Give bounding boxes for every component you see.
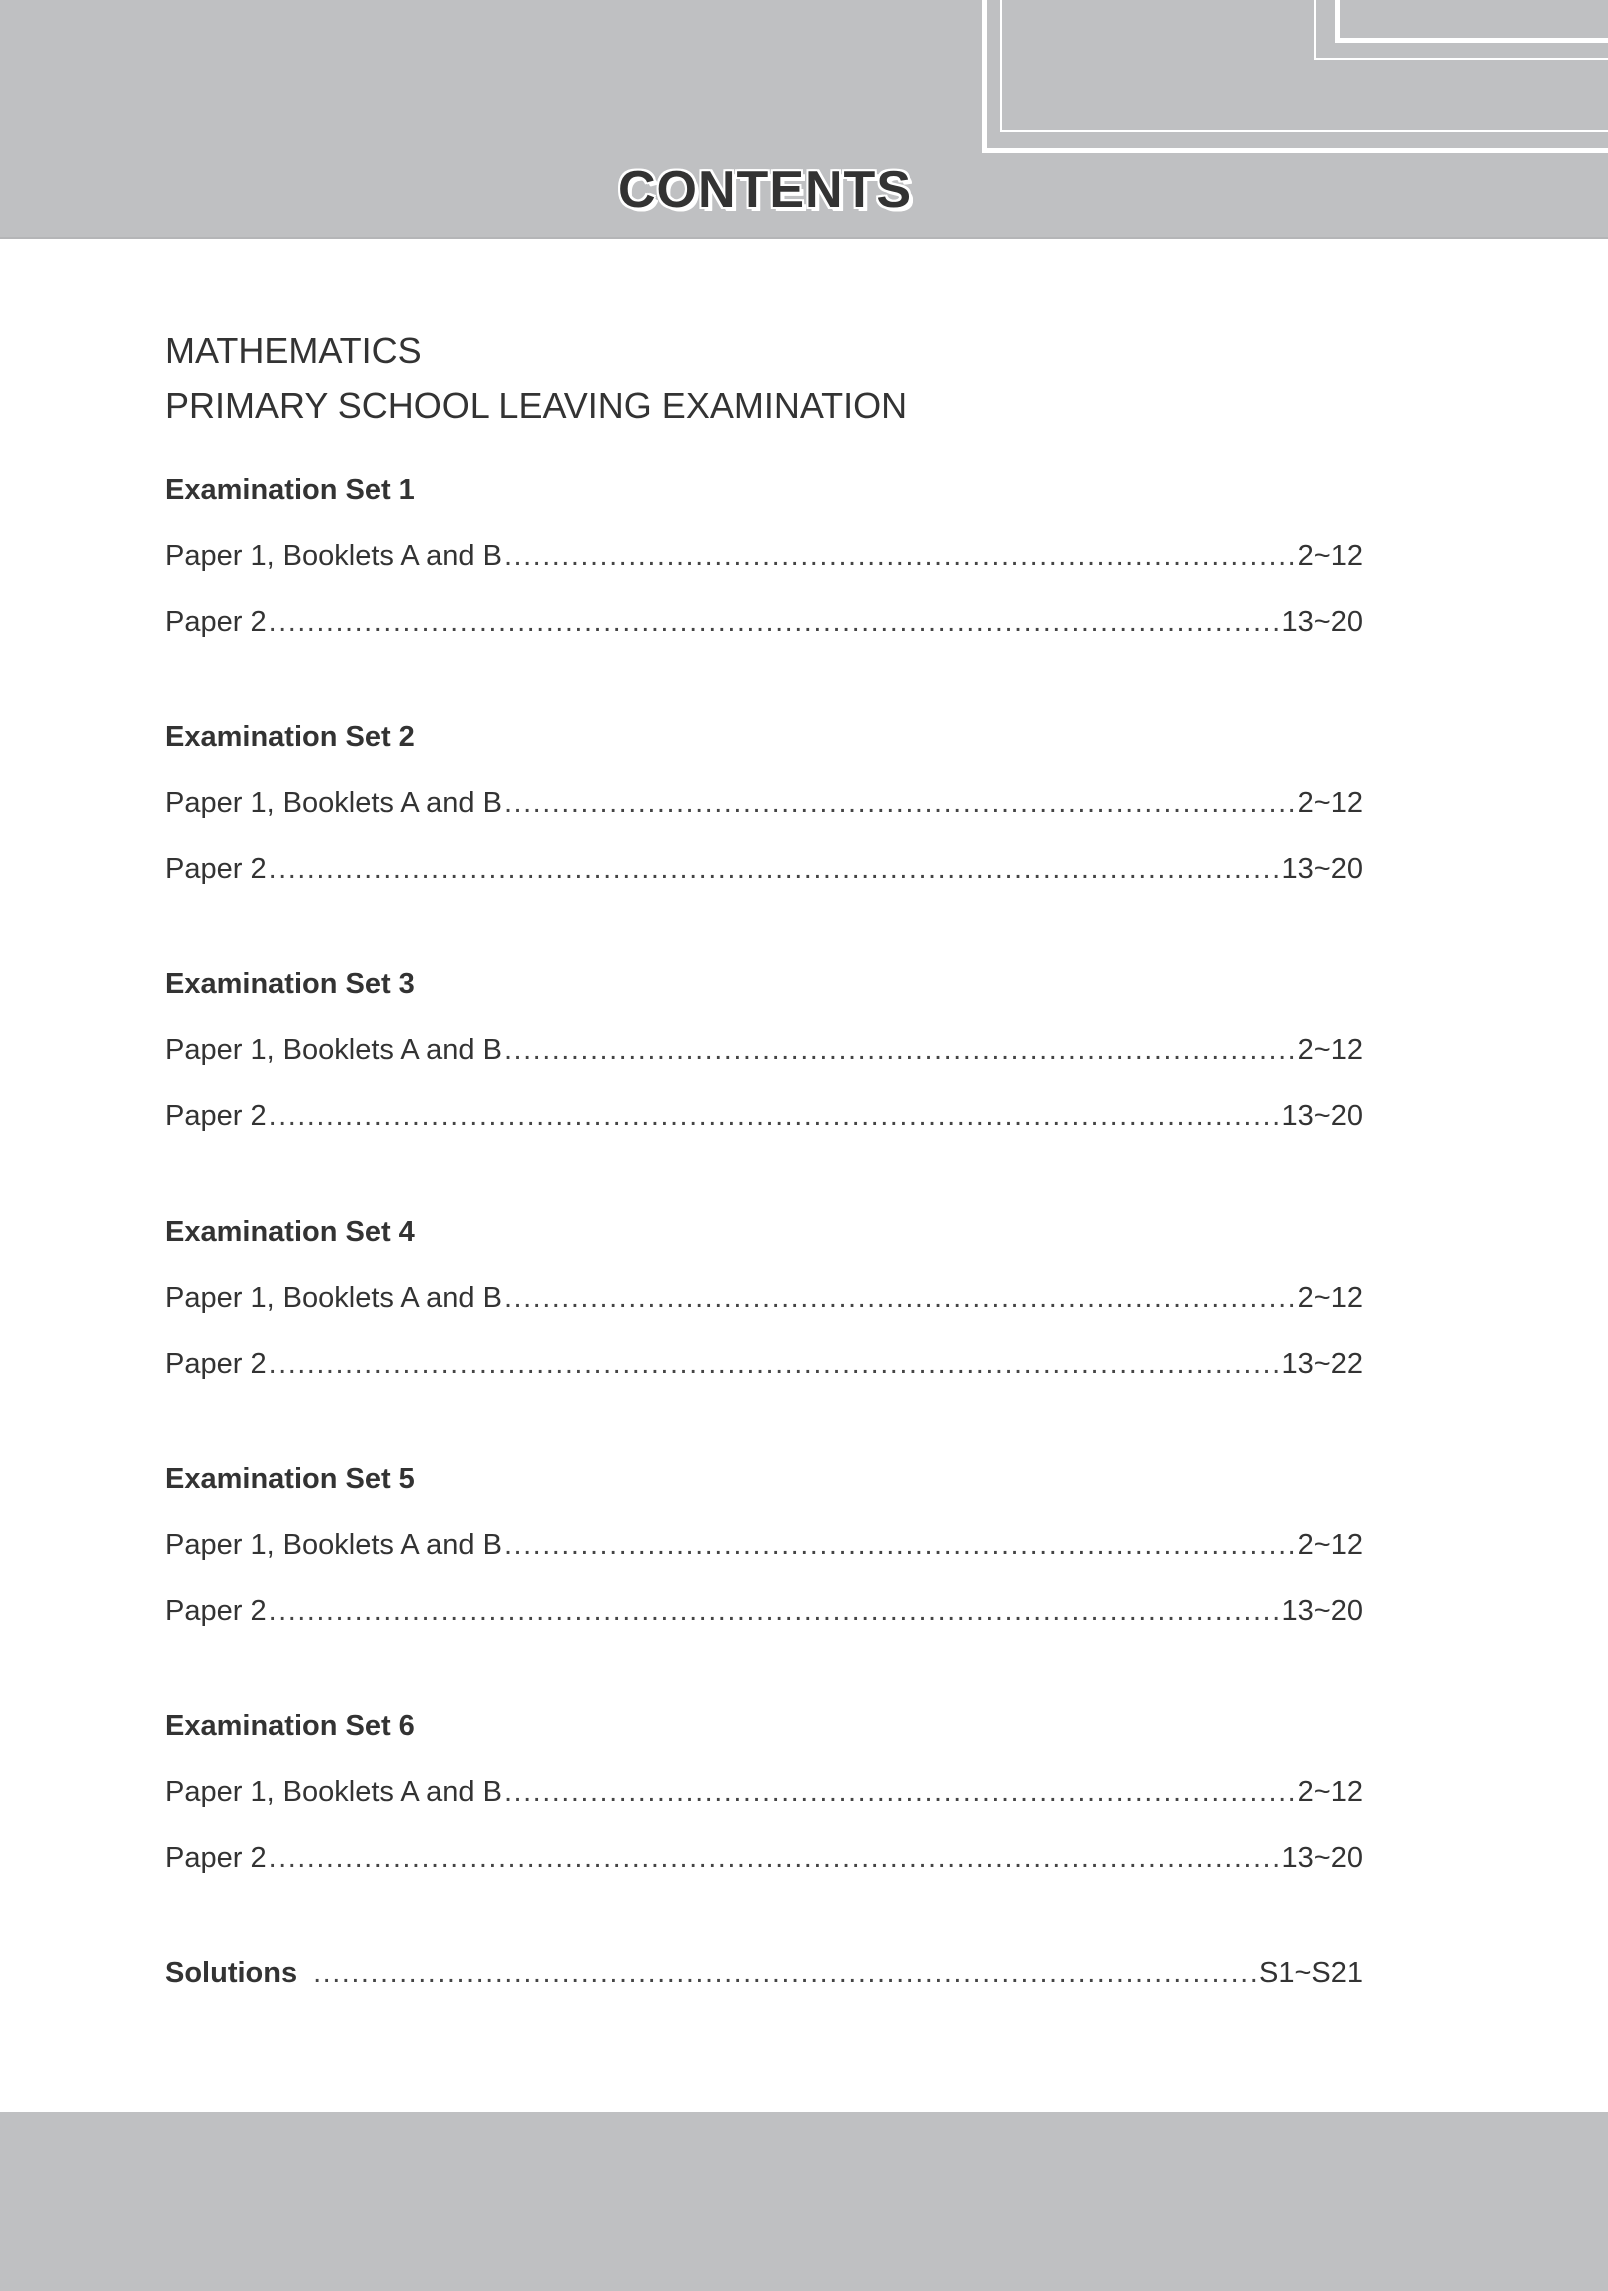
dot-leader <box>269 1838 1280 1878</box>
entry-pages: 13~20 <box>1281 1100 1363 1132</box>
toc-solutions <box>165 1953 1363 1993</box>
dot-leader <box>269 1096 1280 1136</box>
exam-title: PRIMARY SCHOOL LEAVING EXAMINATION <box>165 385 908 426</box>
toc-entry[interactable] <box>165 1525 1363 1565</box>
toc-entry[interactable] <box>165 1838 1363 1878</box>
set-heading: Examination Set 4 <box>165 1216 415 1248</box>
entry-label: Paper 1, Booklets A and B <box>165 1529 502 1561</box>
toc-set-5 <box>165 1459 1363 1631</box>
dot-leader <box>504 1772 1296 1812</box>
toc-entry[interactable] <box>165 536 1363 576</box>
entry-label: Paper 1, Booklets A and B <box>165 1776 502 1808</box>
toc-set-4 <box>165 1212 1363 1384</box>
toc-set-6 <box>165 1706 1363 1878</box>
dot-leader <box>269 602 1280 642</box>
solutions-pages: S1~S21 <box>1258 1957 1363 1989</box>
dot-leader <box>504 536 1296 576</box>
entry-label: Paper 2 <box>165 1842 267 1874</box>
dot-leader <box>269 1591 1280 1631</box>
header-band <box>0 0 1608 239</box>
entry-pages: 13~20 <box>1281 853 1363 885</box>
toc-entry-solutions[interactable] <box>165 1953 1363 1993</box>
entry-pages: 2~12 <box>1297 1282 1363 1314</box>
page-title: CONTENTS <box>618 161 912 219</box>
entry-label: Paper 2 <box>165 1100 267 1132</box>
entry-label: Paper 2 <box>165 1348 267 1380</box>
toc-entry[interactable] <box>165 1591 1363 1631</box>
entry-pages: 2~12 <box>1297 1776 1363 1808</box>
entry-pages: 13~20 <box>1281 606 1363 638</box>
decorative-frame-inner <box>1335 0 1608 43</box>
toc-entry[interactable] <box>165 602 1363 642</box>
subject-title: MATHEMATICS <box>165 330 422 371</box>
entry-pages: 13~22 <box>1281 1348 1363 1380</box>
toc-entry[interactable] <box>165 783 1363 823</box>
dot-leader <box>269 849 1280 889</box>
entry-label: Paper 1, Booklets A and B <box>165 1034 502 1066</box>
toc-entry[interactable] <box>165 1030 1363 1070</box>
toc-set-3 <box>165 964 1363 1136</box>
entry-pages: 2~12 <box>1297 540 1363 572</box>
set-heading: Examination Set 6 <box>165 1710 415 1742</box>
toc-entry[interactable] <box>165 1344 1363 1384</box>
entry-pages: 13~20 <box>1281 1595 1363 1627</box>
toc-set-2 <box>165 717 1363 889</box>
dot-leader <box>504 1525 1296 1565</box>
toc-entry[interactable] <box>165 849 1363 889</box>
entry-label: Paper 1, Booklets A and B <box>165 1282 502 1314</box>
dot-leader <box>504 1030 1296 1070</box>
set-heading: Examination Set 5 <box>165 1463 415 1495</box>
solutions-label: Solutions <box>165 1957 298 1989</box>
toc-entry[interactable] <box>165 1096 1363 1136</box>
entry-label: Paper 2 <box>165 606 267 638</box>
set-heading: Examination Set 2 <box>165 721 415 753</box>
footer-band <box>0 2112 1608 2291</box>
toc-entry[interactable] <box>165 1278 1363 1318</box>
toc-set-1 <box>165 470 1363 642</box>
entry-label: Paper 1, Booklets A and B <box>165 787 502 819</box>
dot-leader <box>269 1344 1280 1384</box>
entry-pages: 2~12 <box>1297 1529 1363 1561</box>
toc-entry[interactable] <box>165 1772 1363 1812</box>
set-heading: Examination Set 1 <box>165 474 415 506</box>
dot-leader <box>313 1953 1257 1993</box>
entry-label: Paper 2 <box>165 853 267 885</box>
entry-label: Paper 2 <box>165 1595 267 1627</box>
dot-leader <box>504 1278 1296 1318</box>
set-heading: Examination Set 3 <box>165 968 415 1000</box>
entry-pages: 2~12 <box>1297 787 1363 819</box>
entry-pages: 13~20 <box>1281 1842 1363 1874</box>
dot-leader <box>504 783 1296 823</box>
entry-label: Paper 1, Booklets A and B <box>165 540 502 572</box>
entry-pages: 2~12 <box>1297 1034 1363 1066</box>
